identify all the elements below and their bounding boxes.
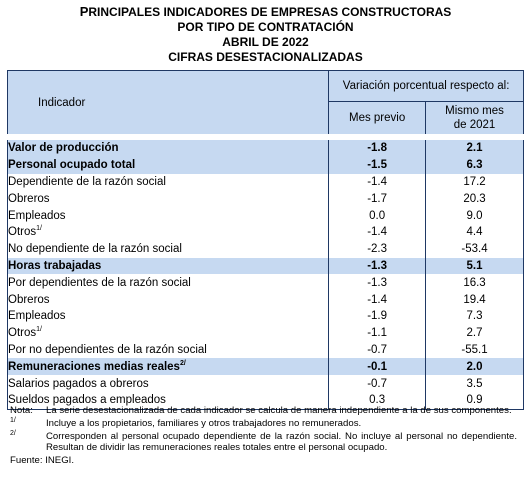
cell-mismo-mes: 2.7 [426,325,524,342]
header-variacion: Variación porcentual respecto al: [329,71,524,102]
table-row [8,291,524,308]
table-row [8,358,524,375]
cell-mes-previo: -1.9 [329,308,426,325]
cell-mes-previo: -0.1 [329,358,426,375]
cell-mismo-mes: 2.0 [426,358,524,375]
note-general: Nota: La serie desestacionalizada de cada indicador se calcula de manera independiente a la de sus componentes. [10,405,512,416]
cell-mes-previo: -1.4 [329,174,426,191]
row-label: Horas trabajadas [8,258,329,275]
row-label: Personal ocupado total [8,157,329,174]
cell-mes-previo: -1.7 [329,190,426,207]
cell-mismo-mes: 3.5 [426,375,524,392]
row-label: Valor de producción [8,137,329,157]
cell-mes-previo: -0.7 [329,342,426,359]
row-label: No dependiente de la razón social [8,241,329,258]
cell-mes-previo: 0.3 [329,392,426,409]
cell-mismo-mes: 16.3 [426,274,524,291]
table-row [8,308,524,325]
cell-mismo-mes: 4.4 [426,224,524,241]
table-row [8,375,524,392]
row-label: Por dependientes de la razón social [8,274,329,291]
cell-mismo-mes: 6.3 [426,157,524,174]
cell-mismo-mes: 20.3 [426,190,524,207]
cell-mismo-mes: 0.9 [426,392,524,409]
row-label: Otros$^{1/}$ [8,325,329,342]
table-row [8,258,524,275]
row-label: Otros$^{1/}$ [8,224,329,241]
document-title [0,0,531,65]
table-row [8,157,524,174]
cell-mes-previo: -1.1 [329,325,426,342]
source-note: Fuente: INEGI. [10,455,74,466]
header-mes-previo: Mes previo [329,102,426,138]
cell-mes-previo: -1.4 [329,291,426,308]
row-label: Dependiente de la razón social [8,174,329,191]
cell-mes-previo: -1.8 [329,137,426,157]
table-row [8,174,524,191]
footnotes [10,405,517,466]
cell-mes-previo: -1.5 [329,157,426,174]
row-label: Empleados [8,308,329,325]
title-line-4: CIFRAS DESESTACIONALIZADAS [168,50,363,64]
cell-mes-previo: -1.3 [329,274,426,291]
note-2: $^{2/}$ Corresponden al personal ocupado dependiente de la razón social. No incluye al personal no dependiente. Resultan de dividir las remuneraciones reales totales entre el personal ocupado. [10,429,517,453]
cell-mes-previo: -2.3 [329,241,426,258]
cell-mismo-mes: -53.4 [426,241,524,258]
table-row [8,342,524,359]
row-label: Sueldos pagados a empleados [8,392,329,409]
cell-mismo-mes: -55.1 [426,342,524,359]
row-label: Empleados [8,207,329,224]
row-label: Obreros [8,291,329,308]
table-row [8,207,524,224]
title-line-2: POR TIPO DE CONTRATACIÓN [177,20,354,34]
header-indicador: Indicador [8,71,329,138]
cell-mismo-mes: 7.3 [426,308,524,325]
table-row [8,274,524,291]
title-line-1: PRINCIPALES INDICADORES DE EMPRESAS CONSTRUCTORAS [79,4,452,19]
cell-mes-previo: 0.0 [329,207,426,224]
table-row [8,325,524,342]
header-mismo-mes: Mismo mes de 2021 [426,102,524,138]
table-row [8,137,524,157]
cell-mes-previo: -1.3 [329,258,426,275]
table-row [8,224,524,241]
row-label: Obreros [8,190,329,207]
table-row [8,241,524,258]
row-label: Remuneraciones medias reales$^{2/}$ [8,358,329,375]
row-label: Salarios pagados a obreros [8,375,329,392]
table-row [8,190,524,207]
cell-mismo-mes: 5.1 [426,258,524,275]
title-line-3: ABRIL DE 2022 [222,35,309,49]
cell-mismo-mes: 9.0 [426,207,524,224]
cell-mes-previo: -1.4 [329,224,426,241]
cell-mismo-mes: 17.2 [426,174,524,191]
cell-mismo-mes: 19.4 [426,291,524,308]
indicators-table [7,70,524,410]
note-1: $^{1/}$ Incluye a los propietarios, familiares y otros trabajadores no remunerados. [10,416,362,429]
cell-mes-previo: -0.7 [329,375,426,392]
cell-mismo-mes: 2.1 [426,137,524,157]
row-label: Por no dependientes de la razón social [8,342,329,359]
